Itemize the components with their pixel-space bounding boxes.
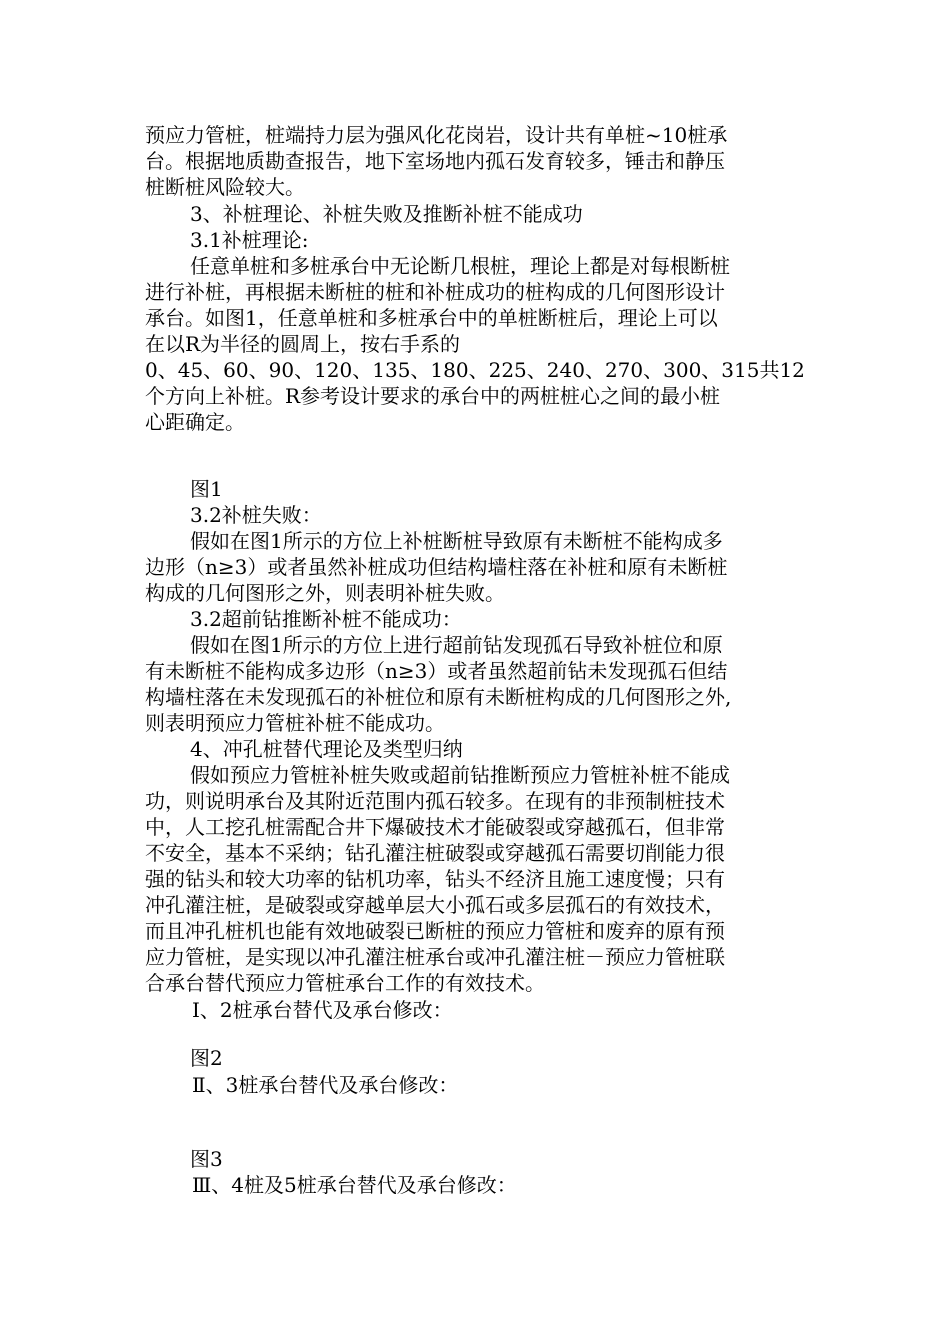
subsection-heading: 3.2补桩失败： xyxy=(190,503,322,527)
paragraph-line: 应力管桩，是实现以冲孔灌注桩承台或冲孔灌注桩－预应力管桩联 xyxy=(145,945,725,969)
section-heading: 3、补桩理论、补桩失败及推断补桩不能成功 xyxy=(190,202,583,226)
paragraph-line: 0、45、60、90、120、135、180、225、240、270、300、315共12 xyxy=(145,358,805,382)
paragraph-line: 假如在图1所示的方位上进行超前钻发现孤石导致补桩位和原 xyxy=(190,633,723,657)
paragraph-line: 边形（n≥3）或者虽然补桩成功但结构墙柱落在补桩和原有未断桩 xyxy=(145,555,728,579)
paragraph-line: 构墙柱落在未发现孤石的补桩位和原有未断桩构成的几何图形之外, xyxy=(145,685,732,709)
section-heading: 4、冲孔桩替代理论及类型归纳 xyxy=(190,737,463,761)
paragraph-line: 进行补桩，再根据未断桩的桩和补桩成功的桩构成的几何图形设计 xyxy=(145,280,725,304)
paragraph-line: 桩断桩风险较大。 xyxy=(145,175,305,199)
paragraph-line: 预应力管桩，桩端持力层为强风化花岗岩，设计共有单桩~10桩承 xyxy=(145,123,728,147)
paragraph-line: 承台。如图1，任意单桩和多桩承台中的单桩断桩后，理论上可以 xyxy=(145,306,718,330)
paragraph-line: 冲孔灌注桩，是破裂或穿越单层大小孤石或多层孤石的有效技术， xyxy=(145,893,725,917)
paragraph-line: 功，则说明承台及其附近范围内孤石较多。在现有的非预制桩技术 xyxy=(145,789,725,813)
paragraph-line: 则表明预应力管桩补桩不能成功。 xyxy=(145,711,445,735)
list-heading: Ⅰ、2桩承台替代及承台修改： xyxy=(192,998,453,1022)
paragraph-line: 有未断桩不能构成多边形（n≥3）或者虽然超前钻未发现孤石但结 xyxy=(145,659,728,683)
paragraph-line: 心距确定。 xyxy=(145,410,245,434)
paragraph-line: 任意单桩和多桩承台中无论断几根桩，理论上都是对每根断桩 xyxy=(190,254,730,278)
paragraph-line: 构成的几何图形之外，则表明补桩失败。 xyxy=(145,581,505,605)
paragraph-line: 强的钻头和较大功率的钻机功率，钻头不经济且施工速度慢；只有 xyxy=(145,867,725,891)
paragraph-line: 不安全，基本不采纳；钻孔灌注桩破裂或穿越孤石需要切削能力很 xyxy=(145,841,725,865)
paragraph-line: 台。根据地质勘查报告，地下室场地内孤石发育较多，锤击和静压 xyxy=(145,149,725,173)
list-heading: Ⅱ、3桩承台替代及承台修改： xyxy=(192,1073,459,1097)
paragraph-line: 假如在图1所示的方位上补桩断桩导致原有未断桩不能构成多 xyxy=(190,529,723,553)
paragraph-line: 合承台替代预应力管桩承台工作的有效技术。 xyxy=(145,971,545,995)
paragraph-line: 而且冲孔桩机也能有效地破裂已断桩的预应力管桩和废弃的原有预 xyxy=(145,919,725,943)
paragraph-line: 假如预应力管桩补桩失败或超前钻推断预应力管桩补桩不能成 xyxy=(190,763,730,787)
list-heading: Ⅲ、4桩及5桩承台替代及承台修改： xyxy=(192,1173,517,1197)
subsection-heading: 3.2超前钻推断补桩不能成功： xyxy=(190,607,462,631)
figure-caption: 图3 xyxy=(190,1147,223,1171)
figure-caption: 图2 xyxy=(190,1046,223,1070)
paragraph-line: 中，人工挖孔桩需配合井下爆破技术才能破裂或穿越孤石，但非常 xyxy=(145,815,725,839)
subsection-heading: 3.1补桩理论: xyxy=(190,228,309,252)
paragraph-line: 个方向上补桩。R参考设计要求的承台中的两桩桩心之间的最小桩 xyxy=(145,384,721,408)
paragraph-line: 在以R为半径的圆周上，按右手系的 xyxy=(145,332,461,356)
figure-caption: 图1 xyxy=(190,477,223,501)
